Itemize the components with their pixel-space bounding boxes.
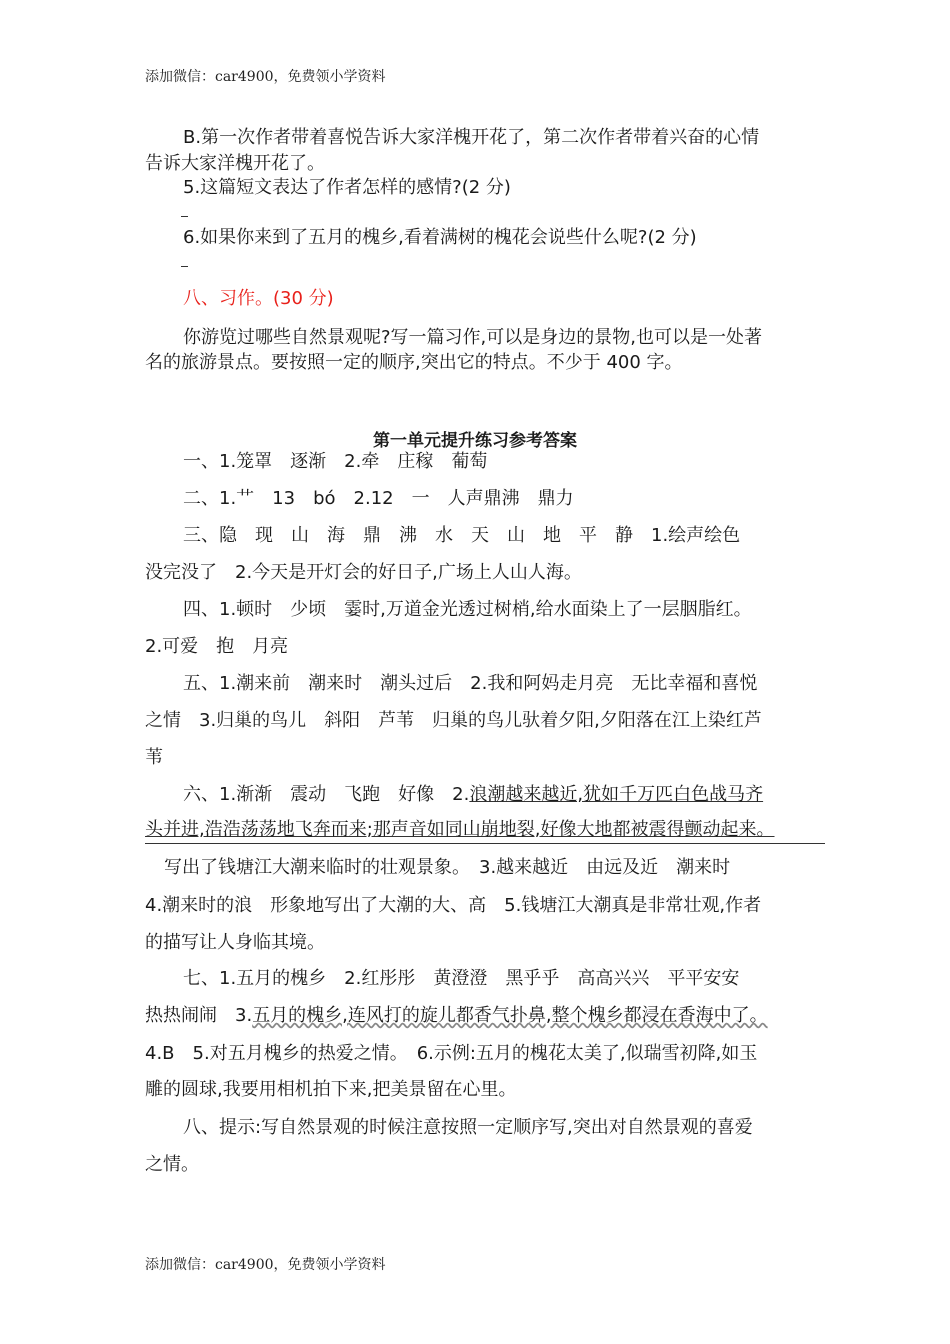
answer-7-line-2-text: 热热闹闹 3. bbox=[145, 1005, 253, 1026]
answer-6-line-1-text: 六、1.渐渐 震动 飞跑 好像 2. bbox=[183, 784, 470, 805]
answer-6-line-4: 4.潮来时的浪 形象地写出了大潮的大、高 5.钱塘江大潮真是非常壮观,作者 bbox=[145, 895, 762, 916]
answer-blank-6 bbox=[181, 266, 188, 267]
answer-5-line-2: 之情 3.归巢的鸟儿 斜阳 芦苇 归巢的鸟儿驮着夕阳,夕阳落在江上染红芦 bbox=[145, 710, 762, 731]
answer-6-line-1 bbox=[183, 783, 825, 807]
answer-3-line-2: 没完没了 2.今天是开灯会的好日子,广场上人山人海。 bbox=[145, 562, 582, 583]
answer-4-line-2: 2.可爱 抱 月亮 bbox=[145, 636, 289, 657]
answer-7-line-3: 4.B 5.对五月槐乡的热爱之情。 6.示例:五月的槐花太美了,似瑞雪初降,如玉 bbox=[145, 1043, 758, 1064]
answer-6-line-5: 的描写让人身临其境。 bbox=[145, 932, 325, 953]
answer-7-line-4: 雕的圆球,我要用相机拍下来,把美景留在心里。 bbox=[145, 1079, 517, 1100]
answer-5-line-3: 苇 bbox=[145, 747, 163, 768]
option-b-line-1: B.第一次作者带着喜悦告诉大家洋槐开花了，第二次作者带着兴奋的心情 bbox=[183, 127, 760, 148]
answer-4-line-1: 四、1.顿时 少顷 霎时,万道金光透过树梢,给水面染上了一层胭脂红。 bbox=[183, 599, 752, 620]
page-footer: 添加微信：car4900，免费领小学资料 bbox=[145, 1257, 386, 1273]
underline-rule bbox=[145, 843, 825, 844]
answer-8-line-2: 之情。 bbox=[145, 1154, 199, 1175]
answer-6-line-2: 头并进,浩浩荡荡地飞奔而来;那声音如同山崩地裂,好像大地都被震得颤动起来。 bbox=[145, 819, 775, 840]
answers-title: 第一单元提升练习参考答案 bbox=[373, 431, 577, 451]
answer-8-line-1: 八、提示:写自然景观的时候注意按照一定顺序写,突出对自然景观的喜爱 bbox=[183, 1117, 753, 1138]
answer-7-line-2 bbox=[145, 1004, 825, 1028]
writing-prompt-line-2: 名的旅游景点。要按照一定的顺序,突出它的特点。不少于 400 字。 bbox=[145, 352, 683, 373]
answer-1: 一、1.笼罩 逐渐 2.牵 庄稼 葡萄 bbox=[183, 451, 488, 472]
answer-blank-5 bbox=[181, 216, 188, 217]
answer-6-line-3: 写出了钱塘江大潮来临时的壮观景象。 3.越来越近 由远及近 潮来时 bbox=[164, 857, 731, 878]
answer-3-line-1: 三、隐 现 山 海 鼎 沸 水 天 山 地 平 静 1.绘声绘色 bbox=[183, 525, 741, 546]
question-5: 5.这篇短文表达了作者怎样的感情?(2 分) bbox=[183, 177, 511, 198]
writing-prompt-line-1: 你游览过哪些自然景观呢?写一篇习作,可以是身边的景物,也可以是一处著 bbox=[183, 327, 762, 348]
answer-6-underlined-sentence: 浪潮越来越近,犹如千万匹白色战马齐 bbox=[469, 784, 764, 805]
section-8-heading: 八、习作。(30 分) bbox=[183, 288, 334, 309]
answer-2: 二、1.艹 13 bó 2.12 一 人声鼎沸 鼎力 bbox=[183, 488, 574, 509]
answer-7-wavy-sentence: 五月的槐乡,连风打的旋儿都香气扑鼻,整个槐乡都浸在香海中了。 bbox=[252, 1005, 768, 1026]
answer-5-line-1: 五、1.潮来前 潮来时 潮头过后 2.我和阿妈走月亮 无比幸福和喜悦 bbox=[183, 673, 758, 694]
answer-7-line-1: 七、1.五月的槐乡 2.红彤彤 黄澄澄 黑乎乎 高高兴兴 平平安安 bbox=[183, 968, 740, 989]
option-b-line-2: 告诉大家洋槐开花了。 bbox=[145, 153, 325, 174]
question-6: 6.如果你来到了五月的槐乡,看着满树的槐花会说些什么呢?(2 分) bbox=[183, 227, 697, 248]
page-header: 添加微信：car4900，免费领小学资料 bbox=[145, 69, 386, 85]
